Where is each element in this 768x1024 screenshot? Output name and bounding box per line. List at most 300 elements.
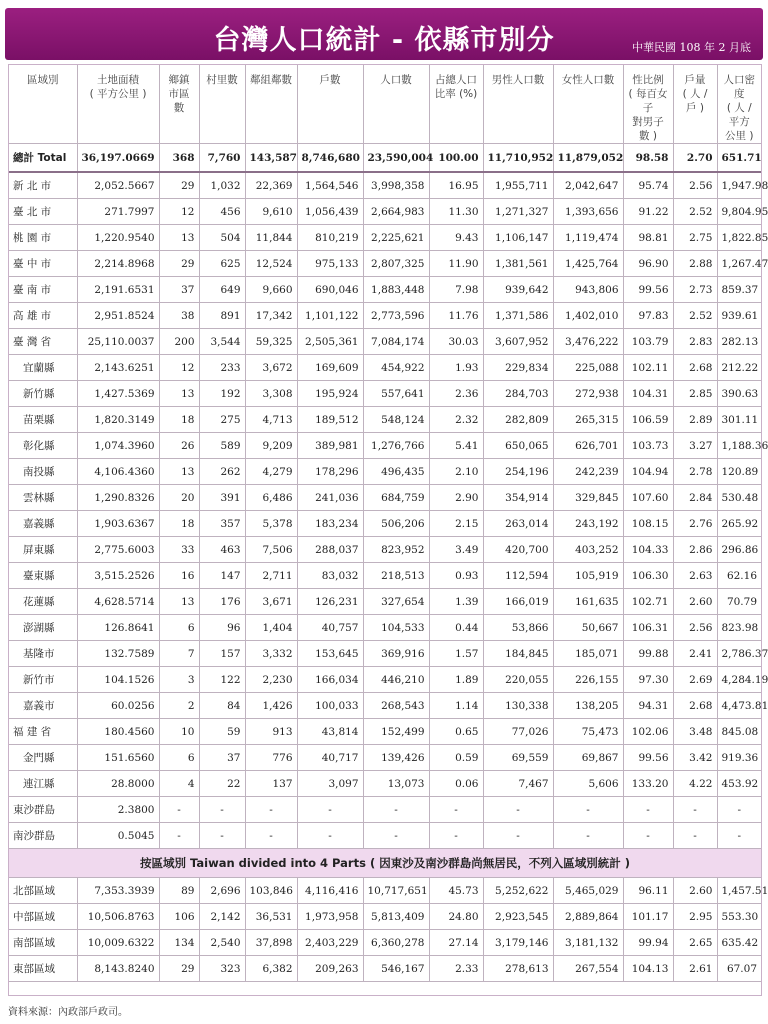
table-cell: 29 xyxy=(159,172,199,199)
table-cell: 103,846 xyxy=(245,878,297,904)
table-cell: 99.94 xyxy=(623,930,673,956)
table-cell: 2,142 xyxy=(199,904,245,930)
table-cell: 1,106,147 xyxy=(483,225,553,251)
table-cell: 185,071 xyxy=(553,641,623,667)
section-title: 按區域別 Taiwan divided into 4 Parts ( 因東沙及南沙群島尚無居民，不列入區域別統計 ) xyxy=(9,849,761,878)
table-cell: 45.73 xyxy=(429,878,483,904)
table-cell: 2,505,361 xyxy=(297,329,363,355)
table-cell: 1,822.85 xyxy=(717,225,761,251)
table-cell: 104.33 xyxy=(623,537,673,563)
table-row xyxy=(9,303,761,329)
region-name-cell: 屏東縣 xyxy=(9,537,77,563)
table-cell: 102.71 xyxy=(623,589,673,615)
table-cell: 1,883,448 xyxy=(363,277,429,303)
table-cell: 2.89 xyxy=(673,407,717,433)
table-cell: 13 xyxy=(159,459,199,485)
table-cell: 2.52 xyxy=(673,303,717,329)
table-cell: 2.95 xyxy=(673,904,717,930)
table-cell: 5,378 xyxy=(245,511,297,537)
table-cell: 22,369 xyxy=(245,172,297,199)
table-cell: 4,284.19 xyxy=(717,667,761,693)
region-name-cell: 東沙群島 xyxy=(9,797,77,823)
table-cell: 530.48 xyxy=(717,485,761,511)
table-cell: 1,903.6367 xyxy=(77,511,159,537)
region-name-cell: 桃 園 市 xyxy=(9,225,77,251)
table-cell: 2.32 xyxy=(429,407,483,433)
table-cell: 83,032 xyxy=(297,563,363,589)
table-cell: 106.30 xyxy=(623,563,673,589)
region-name-cell: 澎湖縣 xyxy=(9,615,77,641)
table-cell: 265,315 xyxy=(553,407,623,433)
table-cell: 5.41 xyxy=(429,433,483,459)
table-cell: 24.80 xyxy=(429,904,483,930)
table-cell: 354,914 xyxy=(483,485,553,511)
table-cell: 103.79 xyxy=(623,329,673,355)
table-cell: 1.39 xyxy=(429,589,483,615)
table-cell: 3.48 xyxy=(673,719,717,745)
table-cell: 1,381,561 xyxy=(483,251,553,277)
table-cell: 1,393,656 xyxy=(553,199,623,225)
table-cell: 2,664,983 xyxy=(363,199,429,225)
table-cell: 2,143.6251 xyxy=(77,355,159,381)
table-cell: 296.86 xyxy=(717,537,761,563)
table-cell: 16.95 xyxy=(429,172,483,199)
table-cell: 1,271,327 xyxy=(483,199,553,225)
table-cell: 823.98 xyxy=(717,615,761,641)
table-cell: 133.20 xyxy=(623,771,673,797)
table-cell: 650,065 xyxy=(483,433,553,459)
table-cell: 635.42 xyxy=(717,930,761,956)
table-cell: 10,009.6322 xyxy=(77,930,159,956)
region-name-cell: 北部區域 xyxy=(9,878,77,904)
table-cell: 625 xyxy=(199,251,245,277)
table-cell: 357 xyxy=(199,511,245,537)
region-name-cell: 新 北 市 xyxy=(9,172,77,199)
table-cell: 2,775.6003 xyxy=(77,537,159,563)
table-row xyxy=(9,667,761,693)
table-cell: 75,473 xyxy=(553,719,623,745)
table-cell: 108.15 xyxy=(623,511,673,537)
table-cell: 4,473.81 xyxy=(717,693,761,719)
table-cell: 11,879,052 xyxy=(553,144,623,173)
table-cell: 2.75 xyxy=(673,225,717,251)
table-cell: 278,613 xyxy=(483,956,553,982)
table-cell: 95.74 xyxy=(623,172,673,199)
report-date: 中華民國 108 年 2 月底 xyxy=(632,41,751,54)
table-cell: 651.71 xyxy=(717,144,761,173)
table-cell: - xyxy=(159,823,199,849)
table-cell: 6 xyxy=(159,745,199,771)
table-row xyxy=(9,693,761,719)
table-cell: 859.37 xyxy=(717,277,761,303)
table-cell: 282,809 xyxy=(483,407,553,433)
table-cell: 1,188.36 xyxy=(717,433,761,459)
table-cell: 7,760 xyxy=(199,144,245,173)
table-cell: 99.88 xyxy=(623,641,673,667)
table-cell: 18 xyxy=(159,407,199,433)
table-cell: 1,955,711 xyxy=(483,172,553,199)
table-cell: 3.27 xyxy=(673,433,717,459)
table-cell: 776 xyxy=(245,745,297,771)
table-cell: 1,371,586 xyxy=(483,303,553,329)
table-cell: 104.31 xyxy=(623,381,673,407)
table-cell: 3,097 xyxy=(297,771,363,797)
table-cell: 263,014 xyxy=(483,511,553,537)
region-name-cell: 嘉義縣 xyxy=(9,511,77,537)
table-cell: 1,056,439 xyxy=(297,199,363,225)
table-cell: 126,231 xyxy=(297,589,363,615)
table-cell: 9,610 xyxy=(245,199,297,225)
table-cell: 169,609 xyxy=(297,355,363,381)
table-cell: 59,325 xyxy=(245,329,297,355)
table-cell: 200 xyxy=(159,329,199,355)
table-cell: 1,425,764 xyxy=(553,251,623,277)
table-cell: 2,773,596 xyxy=(363,303,429,329)
table-cell: 26 xyxy=(159,433,199,459)
table-cell: 2.88 xyxy=(673,251,717,277)
table-cell: 1,457.51 xyxy=(717,878,761,904)
table-cell: - xyxy=(159,797,199,823)
table-cell: 553.30 xyxy=(717,904,761,930)
table-cell: 220,055 xyxy=(483,667,553,693)
table-cell: 2,403,229 xyxy=(297,930,363,956)
table-cell: - xyxy=(199,823,245,849)
table-cell: - xyxy=(429,797,483,823)
table-cell: 8,143.8240 xyxy=(77,956,159,982)
table-cell: 2,052.5667 xyxy=(77,172,159,199)
table-cell: 178,296 xyxy=(297,459,363,485)
table-cell: 38 xyxy=(159,303,199,329)
table-cell: 391 xyxy=(199,485,245,511)
table-cell: 2,230 xyxy=(245,667,297,693)
table-cell: - xyxy=(673,823,717,849)
table-cell: - xyxy=(553,823,623,849)
region-name-cell: 新竹市 xyxy=(9,667,77,693)
table-cell: 1,402,010 xyxy=(553,303,623,329)
table-cell: - xyxy=(717,797,761,823)
table-cell: 3.42 xyxy=(673,745,717,771)
table-cell: - xyxy=(623,823,673,849)
table-cell: 153,645 xyxy=(297,641,363,667)
table-cell: 1,290.8326 xyxy=(77,485,159,511)
region-name-cell: 臺 中 市 xyxy=(9,251,77,277)
region-name-cell: 宜蘭縣 xyxy=(9,355,77,381)
table-cell: 0.44 xyxy=(429,615,483,641)
header-cell: 戶量 ( 人 / 戶 ) xyxy=(673,65,717,144)
table-cell: 17,342 xyxy=(245,303,297,329)
table-cell: 2.3800 xyxy=(77,797,159,823)
table-cell: 2.68 xyxy=(673,355,717,381)
table-cell: 453.92 xyxy=(717,771,761,797)
table-cell: 36,531 xyxy=(245,904,297,930)
table-cell: - xyxy=(297,797,363,823)
table-cell: 12,524 xyxy=(245,251,297,277)
table-cell: - xyxy=(297,823,363,849)
table-cell: 3,544 xyxy=(199,329,245,355)
table-cell: 845.08 xyxy=(717,719,761,745)
table-cell: 3,181,132 xyxy=(553,930,623,956)
header-cell: 土地面積 ( 平方公里 ) xyxy=(77,65,159,144)
table-cell: - xyxy=(363,823,429,849)
region-name-cell: 中部區域 xyxy=(9,904,77,930)
table-cell: 225,088 xyxy=(553,355,623,381)
header-cell: 占總人口 比率 (%) xyxy=(429,65,483,144)
table-cell: 2.84 xyxy=(673,485,717,511)
table-cell: 496,435 xyxy=(363,459,429,485)
table-cell: 4,628.5714 xyxy=(77,589,159,615)
table-cell: 9,804.95 xyxy=(717,199,761,225)
table-cell: 13,073 xyxy=(363,771,429,797)
table-cell: - xyxy=(429,823,483,849)
table-cell: 369,916 xyxy=(363,641,429,667)
table-cell: 2.56 xyxy=(673,172,717,199)
region-name-cell: 彰化縣 xyxy=(9,433,77,459)
table-row xyxy=(9,485,761,511)
table-cell: 106 xyxy=(159,904,199,930)
table-cell: 2.68 xyxy=(673,693,717,719)
table-cell: 390.63 xyxy=(717,381,761,407)
section-header-row xyxy=(9,849,761,878)
table-row xyxy=(9,511,761,537)
table-cell: 4,106.4360 xyxy=(77,459,159,485)
table-cell: 212.22 xyxy=(717,355,761,381)
table-cell: 2.76 xyxy=(673,511,717,537)
table-cell: 11.30 xyxy=(429,199,483,225)
table-cell: 97.83 xyxy=(623,303,673,329)
table-row xyxy=(9,172,761,199)
table-row xyxy=(9,355,761,381)
table-cell: 104,533 xyxy=(363,615,429,641)
table-cell: 323 xyxy=(199,956,245,982)
table-cell: 243,192 xyxy=(553,511,623,537)
table-cell: 548,124 xyxy=(363,407,429,433)
table-row xyxy=(9,904,761,930)
table-cell: 98.58 xyxy=(623,144,673,173)
region-name-cell: 東部區域 xyxy=(9,956,77,982)
table-cell: 23,590,004 xyxy=(363,144,429,173)
table-row xyxy=(9,930,761,956)
table-cell: 1,276,766 xyxy=(363,433,429,459)
table-cell: 229,834 xyxy=(483,355,553,381)
table-cell: 2.86 xyxy=(673,537,717,563)
table-cell: 3,308 xyxy=(245,381,297,407)
table-cell: 7,084,174 xyxy=(363,329,429,355)
table-cell: 27.14 xyxy=(429,930,483,956)
table-cell: 18 xyxy=(159,511,199,537)
table-cell: 463 xyxy=(199,537,245,563)
table-cell: 1.14 xyxy=(429,693,483,719)
header-cell: 村里數 xyxy=(199,65,245,144)
header-row xyxy=(9,65,761,144)
table-cell: 649 xyxy=(199,277,245,303)
table-cell: 2.15 xyxy=(429,511,483,537)
table-cell: 506,206 xyxy=(363,511,429,537)
table-cell: 9,660 xyxy=(245,277,297,303)
table-row xyxy=(9,199,761,225)
table-cell: 89 xyxy=(159,878,199,904)
table-cell: 20 xyxy=(159,485,199,511)
region-name-cell: 福 建 省 xyxy=(9,719,77,745)
table-cell: 2.33 xyxy=(429,956,483,982)
table-cell: 975,133 xyxy=(297,251,363,277)
table-cell: 166,019 xyxy=(483,589,553,615)
table-cell: 166,034 xyxy=(297,667,363,693)
table-cell: 138,205 xyxy=(553,693,623,719)
table-cell: 36,197.0669 xyxy=(77,144,159,173)
table-row xyxy=(9,329,761,355)
table-cell: 107.60 xyxy=(623,485,673,511)
table-cell: 268,543 xyxy=(363,693,429,719)
table-cell: 11,710,952 xyxy=(483,144,553,173)
table-cell: 13 xyxy=(159,381,199,407)
table-cell: 4 xyxy=(159,771,199,797)
table-cell: 4,713 xyxy=(245,407,297,433)
table-cell: 1,101,122 xyxy=(297,303,363,329)
table-cell: 446,210 xyxy=(363,667,429,693)
table-cell: 0.65 xyxy=(429,719,483,745)
table-cell: 176 xyxy=(199,589,245,615)
region-name-cell: 苗栗縣 xyxy=(9,407,77,433)
table-cell: 4,116,416 xyxy=(297,878,363,904)
table-cell: 939.61 xyxy=(717,303,761,329)
table-cell: 102.06 xyxy=(623,719,673,745)
table-cell: 33 xyxy=(159,537,199,563)
table-cell: 2.90 xyxy=(429,485,483,511)
table-cell: 195,924 xyxy=(297,381,363,407)
table-cell: 5,252,622 xyxy=(483,878,553,904)
table-row xyxy=(9,956,761,982)
table-row xyxy=(9,878,761,904)
table-cell: 102.11 xyxy=(623,355,673,381)
table-cell: 2,711 xyxy=(245,563,297,589)
table-row xyxy=(9,144,761,173)
table-cell: 2.52 xyxy=(673,199,717,225)
table-cell: 139,426 xyxy=(363,745,429,771)
table-cell: 454,922 xyxy=(363,355,429,381)
table-cell: 13 xyxy=(159,225,199,251)
table-cell: 7,353.3939 xyxy=(77,878,159,904)
table-row xyxy=(9,459,761,485)
table-cell: 265.92 xyxy=(717,511,761,537)
table-cell: 106.31 xyxy=(623,615,673,641)
table-cell: 226,155 xyxy=(553,667,623,693)
table-cell: 161,635 xyxy=(553,589,623,615)
population-table-container xyxy=(8,64,768,996)
table-cell: 891 xyxy=(199,303,245,329)
table-cell: 2.78 xyxy=(673,459,717,485)
region-name-cell: 南投縣 xyxy=(9,459,77,485)
table-cell: 1,119,474 xyxy=(553,225,623,251)
table-cell: 1.93 xyxy=(429,355,483,381)
table-cell: - xyxy=(483,823,553,849)
table-cell: 104.1526 xyxy=(77,667,159,693)
table-cell: 1,032 xyxy=(199,172,245,199)
table-cell: 130,338 xyxy=(483,693,553,719)
table-row xyxy=(9,407,761,433)
region-name-cell: 嘉義市 xyxy=(9,693,77,719)
table-cell: 2.63 xyxy=(673,563,717,589)
table-cell: 3,607,952 xyxy=(483,329,553,355)
table-cell: 37,898 xyxy=(245,930,297,956)
table-cell: 40,717 xyxy=(297,745,363,771)
table-cell: 30.03 xyxy=(429,329,483,355)
table-cell: 2.69 xyxy=(673,667,717,693)
table-cell: - xyxy=(717,823,761,849)
table-cell: 43,814 xyxy=(297,719,363,745)
table-cell: 3 xyxy=(159,667,199,693)
table-cell: 943,806 xyxy=(553,277,623,303)
table-row xyxy=(9,745,761,771)
table-cell: 100,033 xyxy=(297,693,363,719)
table-cell: 1,404 xyxy=(245,615,297,641)
region-name-cell: 連江縣 xyxy=(9,771,77,797)
table-cell: 3.49 xyxy=(429,537,483,563)
table-cell: 11.76 xyxy=(429,303,483,329)
table-cell: 2.85 xyxy=(673,381,717,407)
table-cell: 690,046 xyxy=(297,277,363,303)
table-cell: - xyxy=(199,797,245,823)
table-cell: 0.5045 xyxy=(77,823,159,849)
table-cell: 209,263 xyxy=(297,956,363,982)
table-cell: 10,717,651 xyxy=(363,878,429,904)
table-cell: 2.36 xyxy=(429,381,483,407)
table-cell: 589 xyxy=(199,433,245,459)
table-row xyxy=(9,251,761,277)
header-cell: 鄉鎮 市區數 xyxy=(159,65,199,144)
table-cell: - xyxy=(483,797,553,823)
table-cell: 1,426 xyxy=(245,693,297,719)
table-cell: 2.41 xyxy=(673,641,717,667)
table-cell: 2.70 xyxy=(673,144,717,173)
table-cell: 103.73 xyxy=(623,433,673,459)
table-cell: 192 xyxy=(199,381,245,407)
table-cell: 329,845 xyxy=(553,485,623,511)
table-cell: 122 xyxy=(199,667,245,693)
region-name-cell: 金門縣 xyxy=(9,745,77,771)
table-row xyxy=(9,823,761,849)
table-cell: 37 xyxy=(199,745,245,771)
region-name-cell: 臺 北 市 xyxy=(9,199,77,225)
header-cell: 男性人口數 xyxy=(483,65,553,144)
table-cell: 1,820.3149 xyxy=(77,407,159,433)
header-cell: 性比例 ( 每百女子 對男子數 ) xyxy=(623,65,673,144)
table-cell: 134 xyxy=(159,930,199,956)
table-cell: 420,700 xyxy=(483,537,553,563)
table-cell: 3,998,358 xyxy=(363,172,429,199)
table-cell: 13 xyxy=(159,589,199,615)
table-cell: 0.06 xyxy=(429,771,483,797)
population-table xyxy=(9,65,768,982)
table-cell: 0.59 xyxy=(429,745,483,771)
table-cell: 5,465,029 xyxy=(553,878,623,904)
table-cell: 25,110.0037 xyxy=(77,329,159,355)
table-cell: 96.11 xyxy=(623,878,673,904)
table-cell: 10,506.8763 xyxy=(77,904,159,930)
region-name-cell: 臺東縣 xyxy=(9,563,77,589)
table-cell: 11.90 xyxy=(429,251,483,277)
table-cell: 2.10 xyxy=(429,459,483,485)
table-cell: 2,191.6531 xyxy=(77,277,159,303)
title-banner xyxy=(5,8,763,60)
table-cell: 919.36 xyxy=(717,745,761,771)
table-cell: 152,499 xyxy=(363,719,429,745)
table-cell: 180.4560 xyxy=(77,719,159,745)
table-cell: 104.94 xyxy=(623,459,673,485)
table-cell: 6,382 xyxy=(245,956,297,982)
table-cell: 2.61 xyxy=(673,956,717,982)
table-cell: 456 xyxy=(199,199,245,225)
table-cell: 2,042,647 xyxy=(553,172,623,199)
